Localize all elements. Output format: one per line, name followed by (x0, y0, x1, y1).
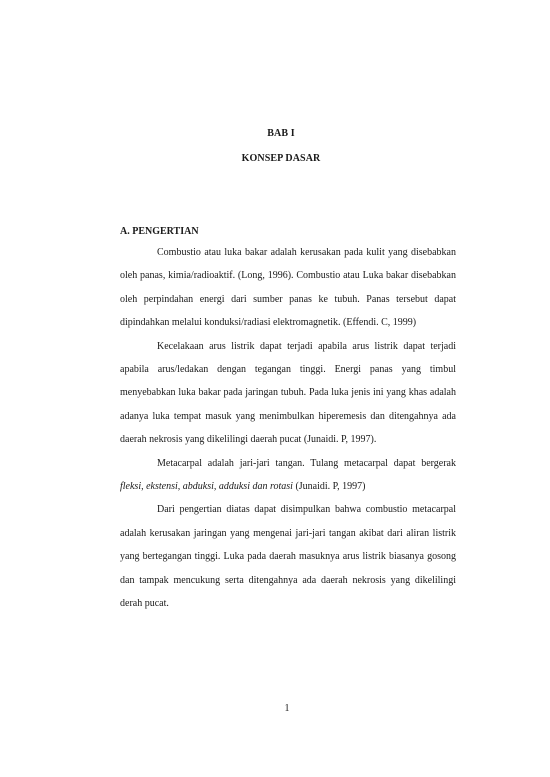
paragraph-3-italic: fleksi, ekstensi, abduksi, adduksi dan rotasi (120, 481, 293, 493)
paragraph-2: Kecelakaan arus listrik dapat terjadi apabila arus listrik dapat terjadi apabila arus/ledakan dengan tegangan tinggi. Energi panas yang timbul menyebabkan luka bakar pada jaringan tubuh. Pada luka jenis ini yang khas adalah adanya luka tempat masuk yang menimbulkan hiperemesis dan ditengahnya ada daerah nekrosis yang dikelilingi daerah pucat (Junaidi. P, 1997). (120, 340, 456, 446)
page-number: 1 (284, 703, 290, 714)
paragraph-1: Combustio atau luka bakar adalah kerusakan pada kulit yang disebabkan oleh panas, kimia/radioaktif. (Long, 1996). Combustio atau Luka bakar disebabkan oleh perpindahan energi dari sumber panas ke tubuh. Panas tersebut dapat dipindahkan melalui konduksi/radiasi elektromagnetik. (Effendi. C, 1999) (120, 247, 456, 329)
body-text (120, 241, 456, 616)
paragraph-3-end: (Junaidi. P, 1997) (292, 481, 366, 493)
chapter-number: BAB I (267, 128, 295, 139)
paragraph-3-start: Metacarpal adalah jari-jari tangan. Tulang metacarpal dapat bergerak (157, 457, 456, 469)
paragraph-3 (120, 452, 456, 499)
chapter-title: KONSEP DASAR (241, 153, 321, 164)
paragraph-4: Dari pengertian diatas dapat disimpulkan bahwa combustio metacarpal adalah kerusakan jaringan yang mengenai jari-jari tangan akibat dari aliran listrik yang bertegangan tinggi. Luka pada daerah masuknya arus listrik biasanya gosong dan tampak mencukung serta ditengahnya ada daerah nekrosis yang dikelilingi derah pucat. (120, 504, 456, 610)
section-heading: A. PENGERTIAN (120, 226, 199, 237)
